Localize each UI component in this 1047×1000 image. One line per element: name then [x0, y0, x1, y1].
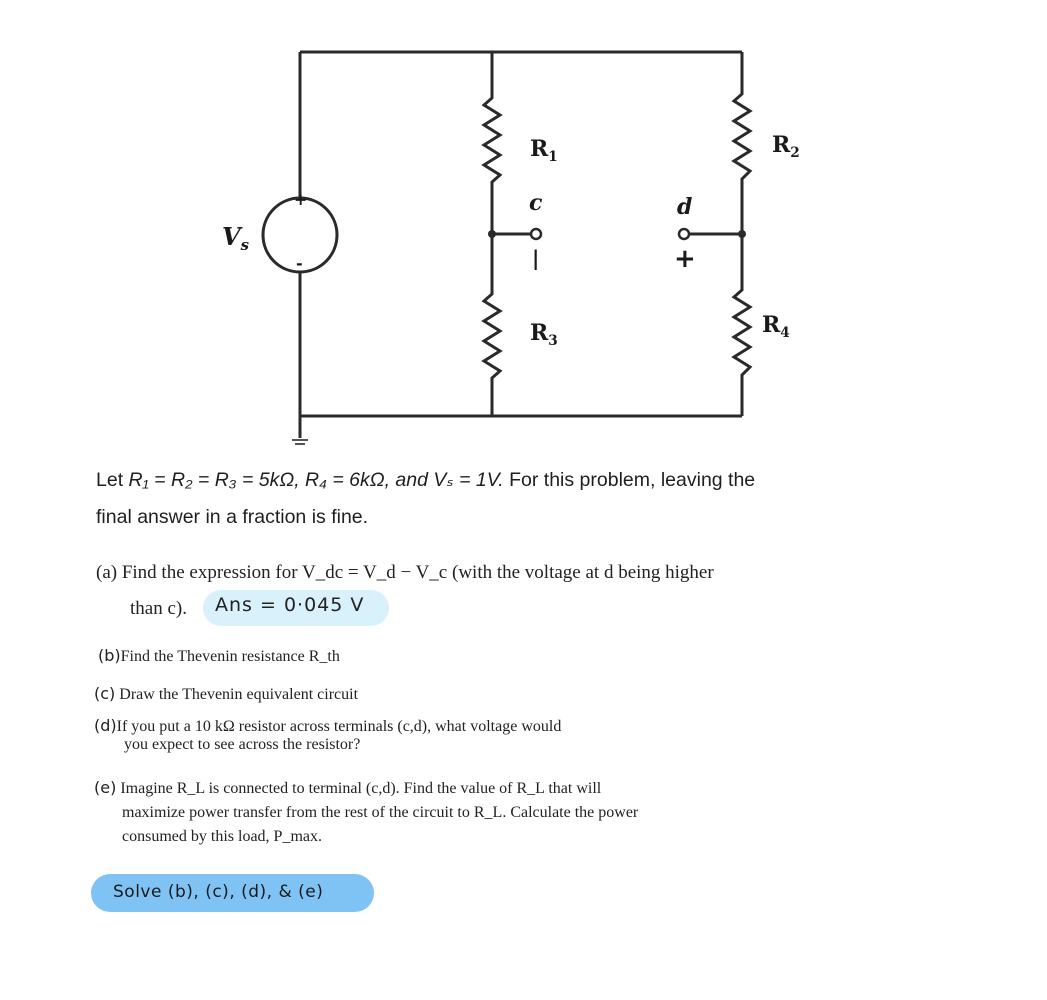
answer-a: Ans = 0·045 V	[215, 594, 365, 616]
r3-label: $R_3$	[530, 320, 558, 349]
question-a-line-2: than c).	[130, 598, 187, 619]
question-d-line-1: (d)If you put a 10 kΩ resistor across terminals (c,d), what voltage would	[94, 716, 562, 735]
resistor-r3	[484, 286, 500, 386]
terminal-d-node	[679, 229, 689, 239]
question-c: (c) Draw the Thevenin equivalent circuit	[94, 684, 359, 703]
question-b: (b)Find the Thevenin resistance R_th	[98, 646, 340, 665]
terminal-d-label: d	[677, 194, 693, 220]
terminal-c-node	[531, 229, 541, 239]
circuit-diagram	[0, 0, 1047, 470]
source-minus-sign: -	[296, 254, 303, 273]
resistor-r4	[734, 282, 750, 384]
terminal-c-label: c	[529, 190, 543, 216]
terminal-c-polarity: |	[532, 246, 540, 270]
solve-note: Solve (b), (c), (d), & (e)	[113, 882, 324, 902]
junction-c	[488, 230, 496, 238]
terminal-d-polarity: +	[674, 244, 696, 274]
intro-line-2: final answer in a fraction is fine.	[96, 506, 369, 528]
question-e-line-2: maximize power transfer from the rest of the circuit to R_L. Calculate the power	[122, 804, 639, 821]
source-label: $V_s$	[222, 222, 249, 255]
resistor-r1	[484, 90, 500, 190]
junction-d	[738, 230, 746, 238]
question-e-line-3: consumed by this load, P_max.	[122, 828, 322, 845]
r2-label: $R_2$	[772, 132, 800, 161]
source-plus-sign: +	[294, 190, 308, 209]
intro-line-1: Let R₁ = R₂ = R₃ = 5kΩ, R₄ = 6kΩ, and Vₛ = 1V. For this problem, leaving the	[96, 469, 756, 491]
r4-label: $R_4$	[762, 312, 790, 341]
resistor-r2	[734, 86, 750, 188]
ground-icon	[292, 440, 308, 444]
r1-label: $R_1$	[530, 136, 558, 165]
question-d-line-2: you expect to see across the resistor?	[124, 736, 361, 753]
question-a-line-1: (a) Find the expression for V_dc = V_d − V_c (with the voltage at d being higher	[96, 562, 714, 583]
question-e-line-1: (e) Imagine R_L is connected to terminal (c,d). Find the value of R_L that will	[94, 778, 602, 797]
